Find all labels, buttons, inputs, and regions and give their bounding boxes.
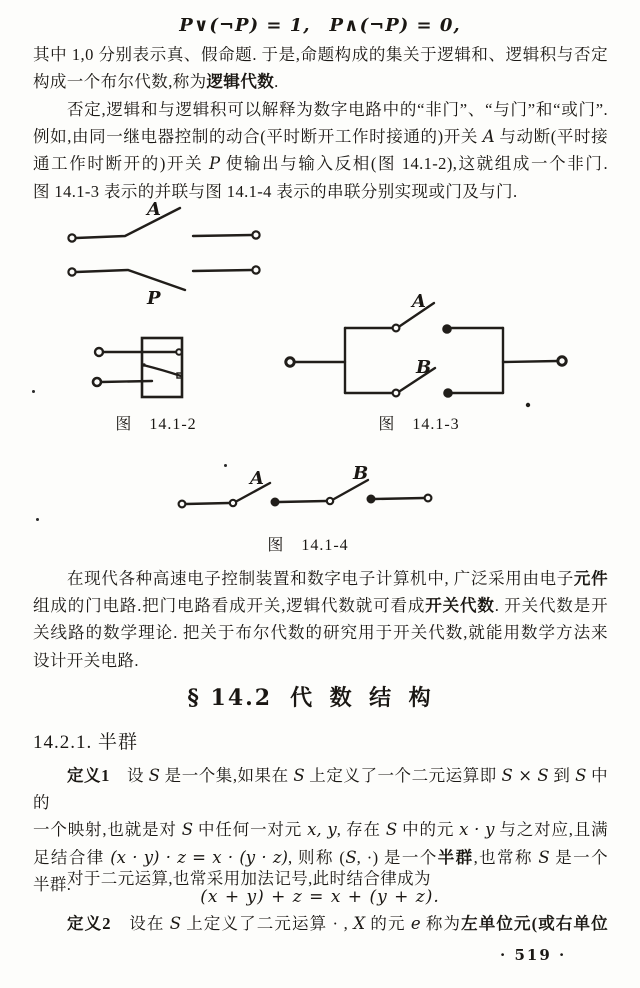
text-line — [33, 816, 608, 843]
terminal-node — [558, 357, 566, 365]
text-run: 设在 — [110, 914, 170, 933]
text-run: 关线路的数学理论. 把关于布尔代数的研究用于开关代数,就能用数学方法来 — [33, 623, 608, 643]
text-line — [33, 592, 608, 619]
text-run: 使输出与输入反相(图 14.1-2),这就组成一个非门. — [220, 154, 608, 174]
wire — [193, 235, 252, 236]
text-run: 图 14.1-3 表示的并联与图 14.1-4 表示的串联分别实现或门及与门. — [33, 181, 518, 201]
subsection-heading: 14.2.1. 半群 — [33, 732, 139, 753]
text-run: 中的元 — [397, 820, 460, 840]
scan-speck — [36, 518, 39, 521]
switch-label-a: A — [412, 291, 426, 312]
switch-blade — [76, 270, 185, 290]
relay-box — [93, 338, 182, 397]
switch-label-a: A — [147, 199, 161, 220]
text-run: 组成的门电路.把门电路看成开关,逻辑代数就可看成 — [33, 596, 426, 616]
contact-node — [176, 349, 182, 355]
text-run: , 则称 ( — [287, 847, 346, 867]
scan-speck — [224, 464, 227, 467]
formula-associativity: (x + y) + z = x + (y + z). — [200, 887, 440, 907]
math-var: S — [538, 847, 550, 867]
switch-pivot — [327, 498, 333, 504]
terminal-node — [68, 268, 75, 275]
math-var: S — [169, 914, 182, 933]
text-run: 例如,由同一继电器控制的动合(平时断开工作时接通的)开关 — [33, 127, 483, 147]
section-title: 代 数 结 构 — [290, 685, 437, 710]
figure-caption-14-1-4: 图 14.1-4 — [267, 537, 349, 554]
switch-label-p: P — [147, 288, 161, 309]
math-var: S — [148, 766, 160, 785]
wire — [101, 381, 152, 382]
text-run: ,也常称 — [473, 847, 539, 867]
figure-caption-14-1-2: 图 14.1-2 — [115, 416, 197, 433]
text-run: 否定,逻辑和与逻辑积可以解释为数字电路中的“非门”、“与门”和“或门”. — [67, 100, 608, 119]
contact-node — [367, 495, 375, 503]
text-run: 设计开关电路. — [33, 650, 139, 670]
text-run: 上定义了二元运算 · , — [181, 914, 354, 933]
text-run: 是一个集,如果在 — [159, 766, 294, 785]
text-run: 称为 — [420, 914, 462, 933]
section-heading — [0, 681, 624, 712]
paragraph-switching-algebra — [33, 565, 608, 674]
switch-a-normally-open — [68, 208, 259, 242]
paragraph-logic-algebra — [33, 41, 608, 95]
text-run: , ·) 是一个 — [356, 847, 438, 867]
text-run: 中任何一对元 — [193, 820, 308, 840]
circuit-figures-row — [0, 195, 640, 445]
text-line — [33, 565, 608, 592]
text-run: 中的 — [33, 766, 608, 813]
wire — [186, 503, 229, 504]
text-run: 半群. — [33, 874, 72, 894]
text-line — [33, 41, 608, 68]
switch-pivot — [393, 325, 400, 332]
bold-term-definition-1: 定义1 — [67, 766, 110, 785]
bold-term-switching-algebra: 开关代数 — [425, 596, 495, 616]
text-line — [33, 647, 608, 674]
contact-node — [443, 325, 451, 333]
paragraph-additive-notation: 对于二元运算,也常采用加法记号,此时结合律成为 — [67, 869, 431, 888]
switch-pivot — [230, 500, 236, 506]
text-run: 是一个 — [549, 847, 608, 867]
text-run: . — [274, 72, 279, 92]
math-expr: x, y — [307, 820, 337, 840]
series-circuit-figure — [0, 460, 640, 526]
math-var: X — [353, 914, 366, 933]
text-run: 到 — [548, 766, 576, 785]
switch-label-b: B — [416, 357, 432, 378]
contact-node — [142, 363, 145, 366]
bold-term-semigroup: 半群 — [437, 847, 474, 867]
figure-caption-14-1-3: 图 14.1-3 — [378, 416, 460, 433]
scan-speck — [526, 403, 530, 407]
wire — [193, 270, 252, 271]
math-var: S — [181, 820, 194, 840]
text-run: 在现代各种高速电子控制装置和数字电子计算机中, 广泛采用由电子 — [67, 569, 574, 588]
math-expr: (x · y) · z = x · (y · z) — [110, 847, 288, 867]
math-var: S — [385, 820, 398, 840]
text-run: 与动断(平时接 — [494, 127, 608, 147]
bold-term-left-identity: 左单位元(或右单位 — [461, 914, 608, 933]
math-expr: S × S — [501, 766, 549, 785]
math-var: A — [482, 127, 495, 147]
text-line — [33, 96, 608, 123]
terminal-node — [252, 266, 259, 273]
formula-complement-laws — [0, 11, 640, 37]
text-line — [33, 150, 608, 177]
terminal-node — [68, 234, 75, 241]
math-var: S — [575, 766, 587, 785]
text-line — [33, 123, 608, 150]
bold-term-logic-algebra: 逻辑代数 — [206, 72, 275, 92]
text-line — [33, 68, 608, 95]
text-run: . 开关代数是开 — [494, 596, 608, 616]
switch-pivot — [393, 390, 400, 397]
section-number: § 14.2 — [187, 685, 273, 711]
text-run: 通工作时断开的)开关 — [33, 154, 209, 174]
text-run: 足结合律 — [33, 847, 111, 867]
text-line — [33, 619, 608, 646]
math-var: P — [208, 154, 221, 174]
relay-contact-arm — [143, 365, 181, 376]
scan-speck — [32, 390, 35, 393]
contact-node — [271, 498, 279, 506]
math-var: S — [293, 766, 305, 785]
terminal-node — [252, 231, 259, 238]
wire — [279, 501, 326, 502]
paragraph-definition-2 — [33, 910, 608, 937]
math-var: S — [345, 847, 357, 867]
terminal-node — [286, 358, 294, 366]
terminal-node — [179, 501, 186, 508]
text-run: 的元 — [365, 914, 411, 933]
terminal-node — [425, 495, 432, 502]
switch-label-b: B — [353, 463, 369, 484]
parallel-circuit — [286, 303, 566, 407]
text-run: 构成一个布尔代数,称为 — [33, 72, 207, 92]
switch-blade — [76, 208, 180, 238]
switch-label-a: A — [250, 468, 264, 489]
text-run: 其中 1,0 分别表示真、假命题. 于是,命题构成的集关于逻辑和、逻辑积与否定 — [33, 45, 608, 64]
bold-term-definition-2: 定义2 — [67, 914, 111, 933]
wire — [503, 361, 558, 362]
text-run: 设 — [109, 766, 149, 785]
switch-p-normally-closed — [68, 266, 259, 290]
formula-text: P∨(¬P) = 1, P∧(¬P) = 0, — [179, 15, 461, 36]
bold-term-components: 元件 — [573, 569, 608, 588]
page-number: · 519 · — [500, 946, 567, 964]
text-run: 一个映射,也就是对 — [33, 820, 182, 840]
math-expr: x · y — [459, 820, 495, 840]
text-line — [33, 762, 608, 816]
text-run: 与之对应,且满 — [494, 820, 609, 840]
text-run: 上定义了一个二元运算即 — [304, 766, 502, 785]
wire — [375, 498, 424, 499]
paragraph-gates — [33, 96, 608, 205]
text-line — [33, 910, 608, 937]
math-var: e — [410, 914, 421, 933]
text-run: , 存在 — [336, 820, 386, 840]
